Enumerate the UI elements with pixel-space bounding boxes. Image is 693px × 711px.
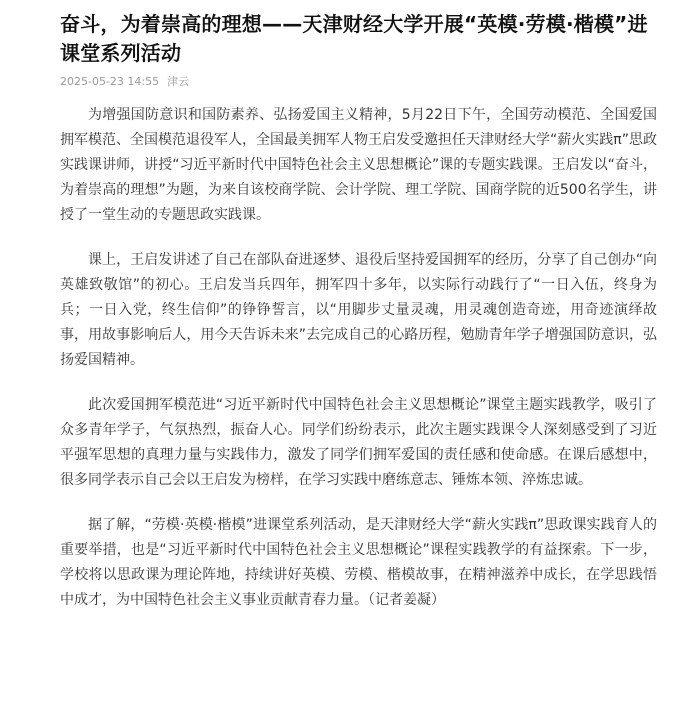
paragraph: 此次爱国拥军模范进“习近平新时代中国特色社会主义思想概论”课堂主题实践教学，吸引了众多青年学子，气氛热烈，振奋人心。同学们纷纷表示，此次主题实践课令人深刻感受到了习近平强军思想的真理力量与实践伟力，激发了同学们拥军爱国的责任感和使命感。在课后感想中，很多同学表示自己会以王启发为榜样，在学习实践中磨练意志、锤炼本领、淬炼忠诚。	[60, 397, 657, 488]
publish-date: 2025-05-23 14:55	[60, 75, 160, 88]
article-source[interactable]: 津云	[167, 75, 190, 88]
paragraph: 为增强国防意识和国防素养、弘扬爱国主义精神，5月22日下午，全国劳动模范、全国爱国拥军模范、全国模范退役军人，全国最美拥军人物王启发受邀担任天津财经大学“薪火实践π”思政实践课讲师，讲授“习近平新时代中国特色社会主义思想概论”课的专题实践课。王启发以“奋斗，为着崇高的理想”为题，为来自该校商学院、会计学院、理工学院、国商学院的近500名学生，讲授了一堂生动的专题思政实践课。	[60, 107, 657, 223]
article-body	[60, 103, 657, 613]
article-title: 奋斗，为着崇高的理想——天津财经大学开展“英模·劳模·楷模”进课堂系列活动	[60, 12, 648, 65]
paragraph: 课上，王启发讲述了自己在部队奋进逐梦、退役后坚持爱国拥军的经历，分享了自己创办“向英雄致敬馆”的初心。王启发当兵四年，拥军四十多年，以实际行动践行了“一日入伍，终身为兵；一日入党，终生信仰”的铮铮誓言，以“用脚步丈量灵魂，用灵魂创造奇迹，用奇迹演绎故事，用故事影响后人，用今天告诉未来”去完成自己的心路历程，勉励青年学子增强国防意识，弘扬爱国精神。	[60, 252, 657, 368]
article-meta	[60, 75, 657, 89]
paragraph: 据了解，“劳模·英模·楷模”进课堂系列活动，是天津财经大学“薪火实践π”思政课实践育人的重要举措，也是“习近平新时代中国特色社会主义思想概论”课程实践教学的有益探索。下一步，学校将以思政课为理论阵地，持续讲好英模、劳模、楷模故事，在精神滋养中成长，在学思践悟中成才，为中国特色社会主义事业贡献青春力量。（记者姜凝）	[60, 517, 657, 608]
